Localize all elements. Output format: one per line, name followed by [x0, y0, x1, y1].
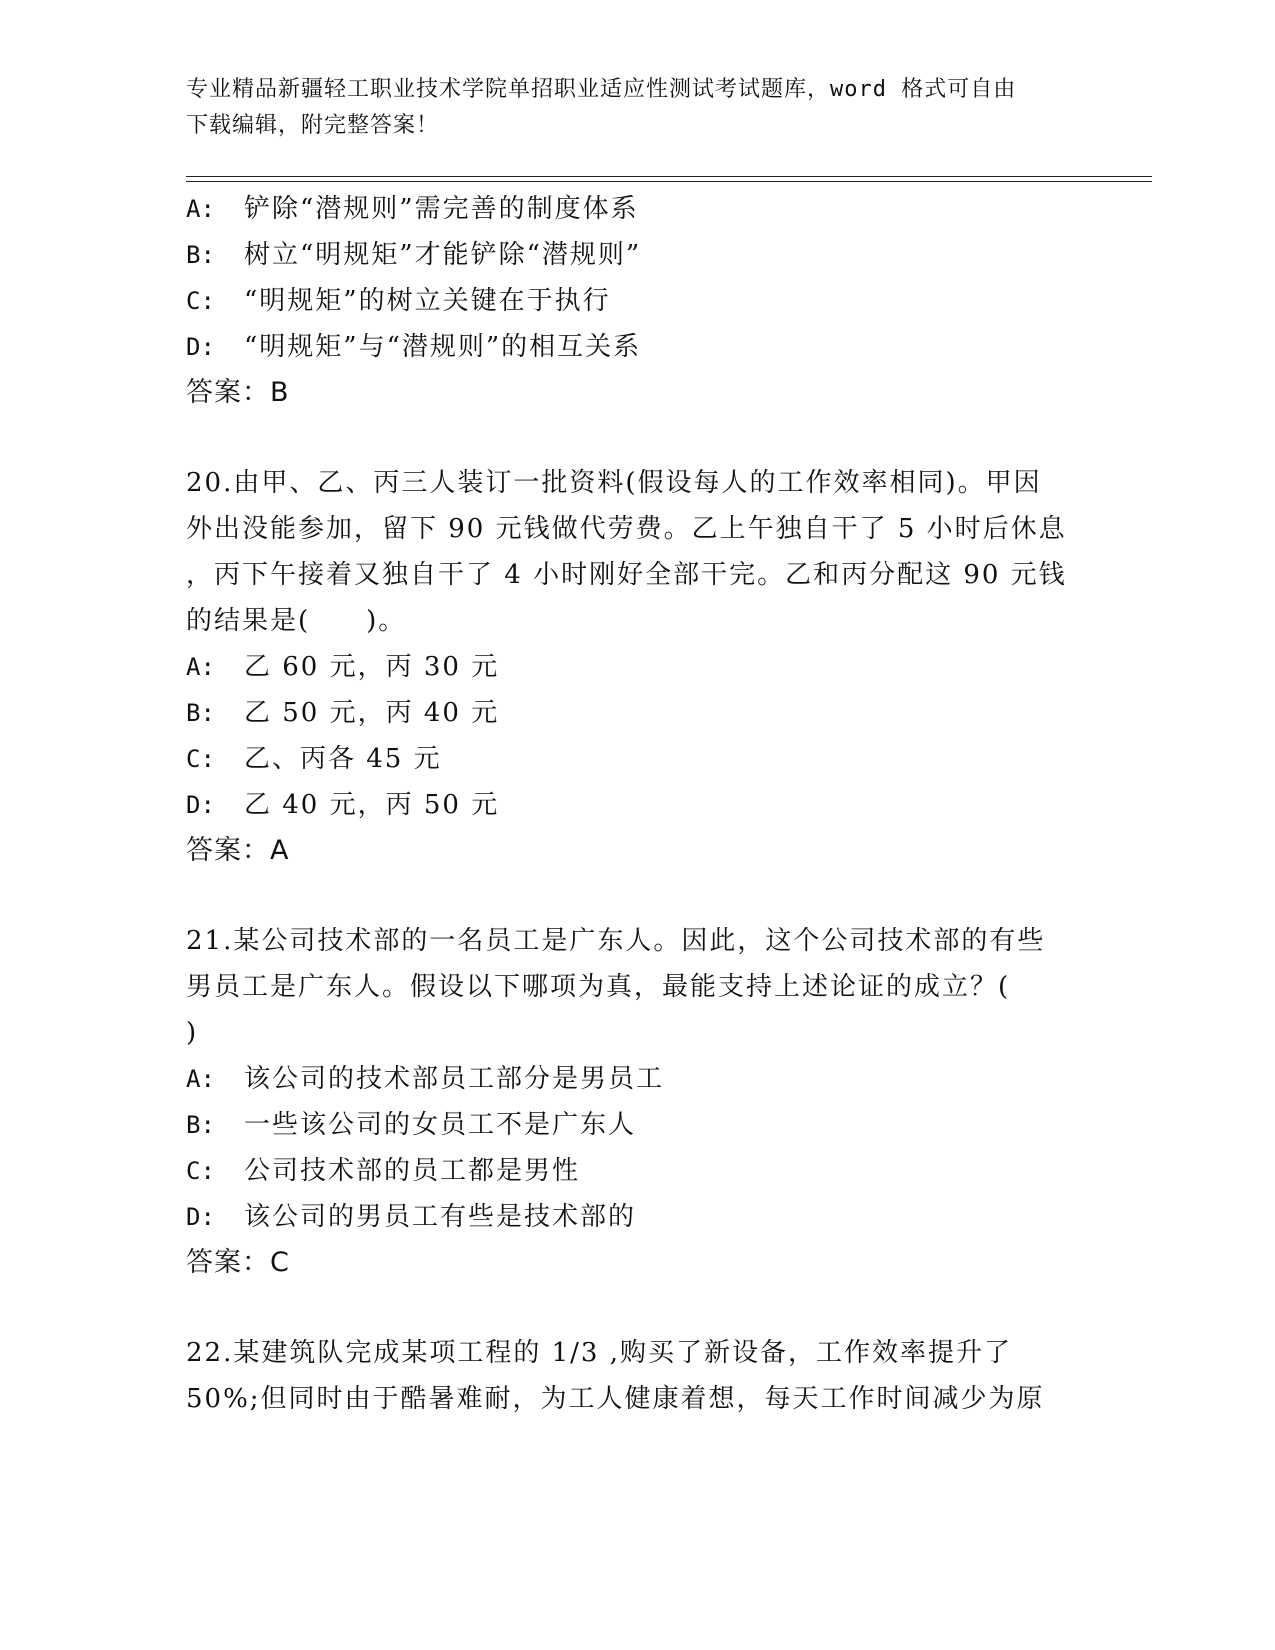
- option-d: [186, 324, 1086, 370]
- option-a: [186, 644, 1086, 690]
- question-19: [186, 186, 1086, 416]
- option-text: 铲除“潜规则”需完善的制度体系: [244, 194, 639, 224]
- question-text-line: 22.某建筑队完成某项工程的 1/3 ,购买了新设备，工作效率提升了: [186, 1338, 1012, 1368]
- question-text-line: ，丙下午接着又独自干了 4 小时刚好全部干完。乙和丙分配这 90 元钱: [186, 560, 1067, 590]
- option-a: [186, 1056, 1086, 1102]
- option-text: “明规矩”与“潜规则”的相互关系: [244, 332, 642, 362]
- question-21: [186, 918, 1086, 1286]
- option-text: 一些该公司的女员工不是广东人: [244, 1110, 637, 1140]
- page-header: [186, 72, 1066, 144]
- option-text: 乙 60 元，丙 30 元: [244, 652, 500, 682]
- option-text: 公司技术部的员工都是男性: [244, 1156, 581, 1186]
- option-b: [186, 690, 1086, 736]
- header-divider: [186, 176, 1152, 177]
- option-d: [186, 782, 1086, 828]
- answer: 答案：C: [186, 1247, 290, 1278]
- question-text-line: 20.由甲、乙、丙三人装订一批资料(假设每人的工作效率相同)。甲因: [186, 468, 1042, 498]
- option-letter: C:: [186, 1157, 215, 1185]
- option-letter: B:: [186, 241, 215, 269]
- option-c: [186, 1148, 1086, 1194]
- option-letter: B:: [186, 699, 215, 727]
- option-text: 乙 50 元，丙 40 元: [244, 698, 500, 728]
- answer: 答案：B: [186, 377, 290, 408]
- option-d: [186, 1194, 1086, 1240]
- answer: 答案：A: [186, 835, 290, 866]
- spacer: [186, 874, 1086, 918]
- option-c: [186, 278, 1086, 324]
- question-list: [186, 186, 1086, 1422]
- option-text: 该公司的男员工有些是技术部的: [244, 1202, 637, 1232]
- question-text-line: 21.某公司技术部的一名员工是广东人。因此，这个公司技术部的有些: [186, 926, 1046, 956]
- option-letter: A:: [186, 1065, 215, 1093]
- option-b: [186, 232, 1086, 278]
- option-letter: B:: [186, 1111, 215, 1139]
- option-text: 该公司的技术部员工部分是男员工: [244, 1064, 665, 1094]
- question-text-line: 的结果是( )。: [186, 606, 407, 636]
- option-letter: D:: [186, 1203, 215, 1231]
- spacer: [186, 416, 1086, 460]
- question-text-line: 50%;但同时由于酷暑难耐，为工人健康着想，每天工作时间减少为原: [186, 1384, 1045, 1414]
- option-text: 树立“明规矩”才能铲除“潜规则”: [244, 240, 642, 270]
- option-text: “明规矩”的树立关键在于执行: [244, 286, 611, 316]
- header-line-2: 下载编辑，附完整答案！: [186, 113, 440, 138]
- question-22: [186, 1330, 1086, 1422]
- option-letter: C:: [186, 745, 215, 773]
- option-letter: C:: [186, 287, 215, 315]
- header-divider-second: [186, 181, 1152, 182]
- option-text: 乙 40 元，丙 50 元: [244, 790, 500, 820]
- option-letter: A:: [186, 653, 215, 681]
- option-letter: D:: [186, 791, 215, 819]
- question-20: [186, 460, 1086, 874]
- option-b: [186, 1102, 1086, 1148]
- option-text: 乙、丙各 45 元: [244, 744, 442, 774]
- option-letter: D:: [186, 333, 215, 361]
- header-line-1: 专业精品新疆轻工职业技术学院单招职业适应性测试考试题库，word 格式可自由: [186, 77, 1017, 102]
- question-text-line: 男员工是广东人。假设以下哪项为真，最能支持上述论证的成立？(: [186, 972, 1011, 1002]
- spacer: [186, 1286, 1086, 1330]
- option-c: [186, 736, 1086, 782]
- option-letter: A:: [186, 195, 215, 223]
- question-text-line: 外出没能参加，留下 90 元钱做代劳费。乙上午独自干了 5 小时后休息: [186, 514, 1067, 544]
- option-a: [186, 186, 1086, 232]
- question-text-line: ): [186, 1018, 199, 1048]
